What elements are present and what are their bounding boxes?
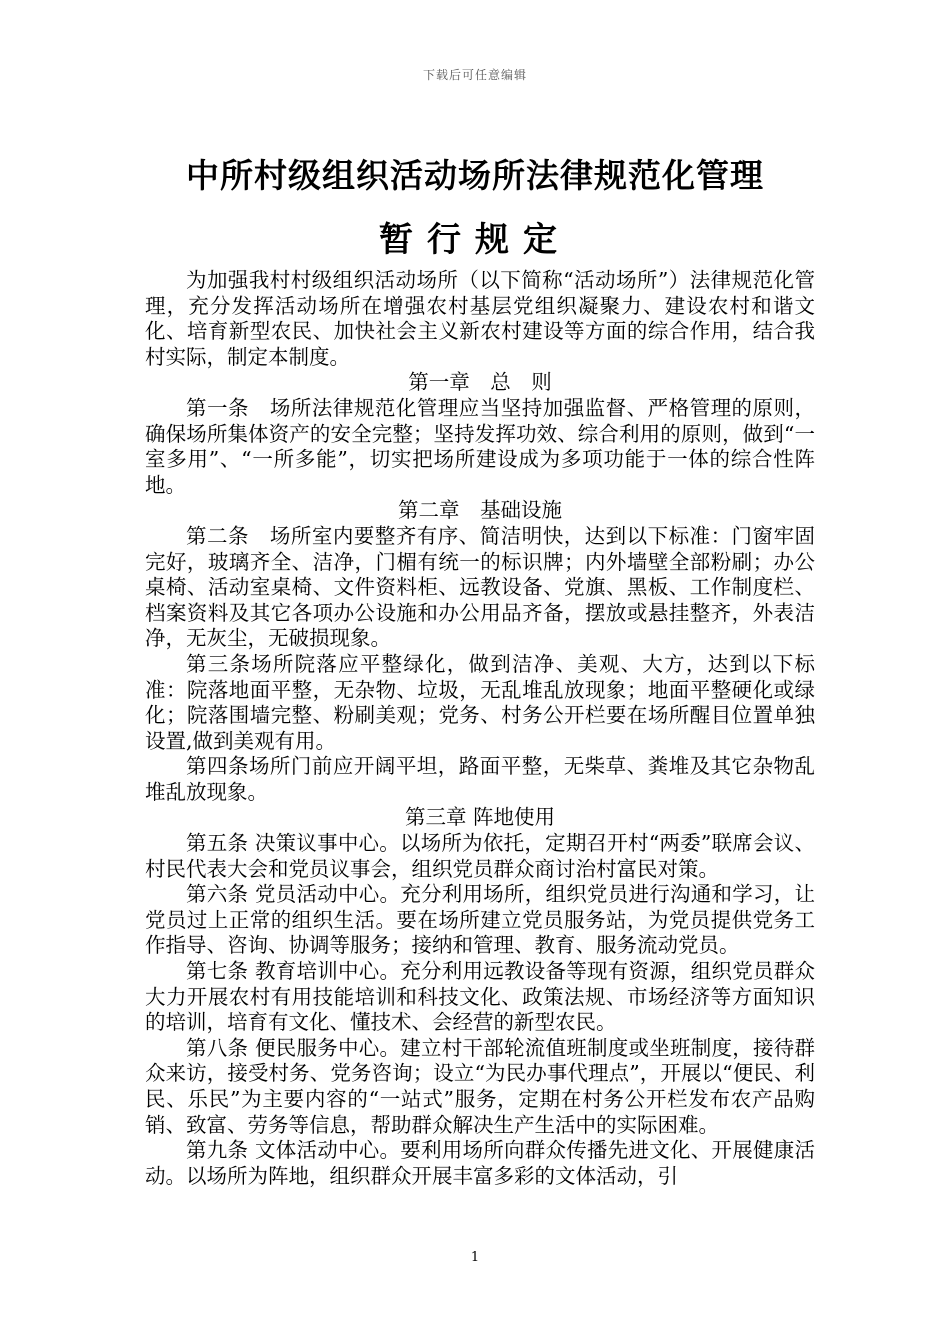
article-9: 第九条 文体活动中心。要利用场所向群众传播先进文化、开展健康活动。以场所为阵地，组织群众开展丰富多彩的文体活动，引 bbox=[145, 1138, 815, 1188]
article-7: 第七条 教育培训中心。充分利用远教设备等现有资源，组织党员群众大力开展农村有用技能培训和科技文化、政策法规、市场经济等方面知识的培训，培育有文化、懂技术、会经营的新型农民。 bbox=[145, 959, 815, 1035]
chapter-3-heading: 第三章 阵地使用 bbox=[404, 805, 556, 830]
article-6: 第六条 党员活动中心。充分利用场所，组织党员进行沟通和学习，让党员过上正常的组织生活。要在场所建立党员服务站，为党员提供党务工作指导、咨询、协调等服务；接纳和管理、教育、服务流动党员。 bbox=[145, 882, 815, 958]
header-note: 下载后可任意编辑 bbox=[422, 68, 527, 82]
page-number: 1 bbox=[470, 1250, 480, 1265]
article-4: 第四条场所门前应开阔平坦，路面平整，无柴草、粪堆及其它杂物乱堆乱放现象。 bbox=[145, 754, 815, 804]
article-5: 第五条 决策议事中心。以场所为依托，定期召开村“两委”联席会议、村民代表大会和党员议事会，组织党员群众商讨治村富民对策。 bbox=[145, 831, 815, 881]
article-1: 第一条 场所法律规范化管理应当坚持加强监督、严格管理的原则，确保场所集体资产的安全完整；坚持发挥功效、综合利用的原则，做到“一室多用”、“一所多能”，切实把场所建设成为多项功能于一体的综合性阵地。 bbox=[145, 395, 815, 497]
intro-paragraph: 为加强我村村级组织活动场所（以下简称“活动场所”）法律规范化管理，充分发挥活动场所在增强农村基层党组织凝聚力、建设农村和谐文化、培育新型农民、加快社会主义新农村建设等方面的综合作用，结合我村实际，制定本制度。 bbox=[145, 268, 815, 369]
chapter-1-heading: 第一章 总 则 bbox=[408, 370, 552, 395]
article-8: 第八条 便民服务中心。建立村干部轮流值班制度或坐班制度，接待群众来访，接受村务、党务咨询；设立“为民办事代理点”，开展以“便民、利民、乐民”为主要内容的“一站式”服务，定期在村务公开栏发布农产品购销、致富、劳务等信息，帮助群众解决生产生活中的实际困难。 bbox=[145, 1035, 815, 1137]
document-title: 中所村级组织活动场所法律规范化管理 bbox=[186, 156, 764, 195]
document-subtitle: 暂行规定 bbox=[379, 220, 571, 260]
article-3: 第三条场所院落应平整绿化，做到洁净、美观、大方，达到以下标准：院落地面平整，无杂物、垃圾，无乱堆乱放现象；地面平整硬化或绿化；院落围墙完整、粉刷美观；党务、村务公开栏要在场所醒目位置单独设置,做到美观有用。 bbox=[145, 651, 815, 753]
chapter-2-heading: 第二章 基础设施 bbox=[398, 498, 562, 523]
article-2: 第二条 场所室内要整齐有序、简洁明快，达到以下标准：门窗牢固完好，玻璃齐全、洁净，门楣有统一的标识牌；内外墙壁全部粉刷；办公桌椅、活动室桌椅、文件资料柜、远教设备、党旗、黑板、工作制度栏、档案资料及其它各项办公设施和办公用品齐备，摆放或悬挂整齐，外表洁净，无灰尘，无破损现象。 bbox=[145, 523, 815, 651]
document-body bbox=[145, 268, 815, 1189]
